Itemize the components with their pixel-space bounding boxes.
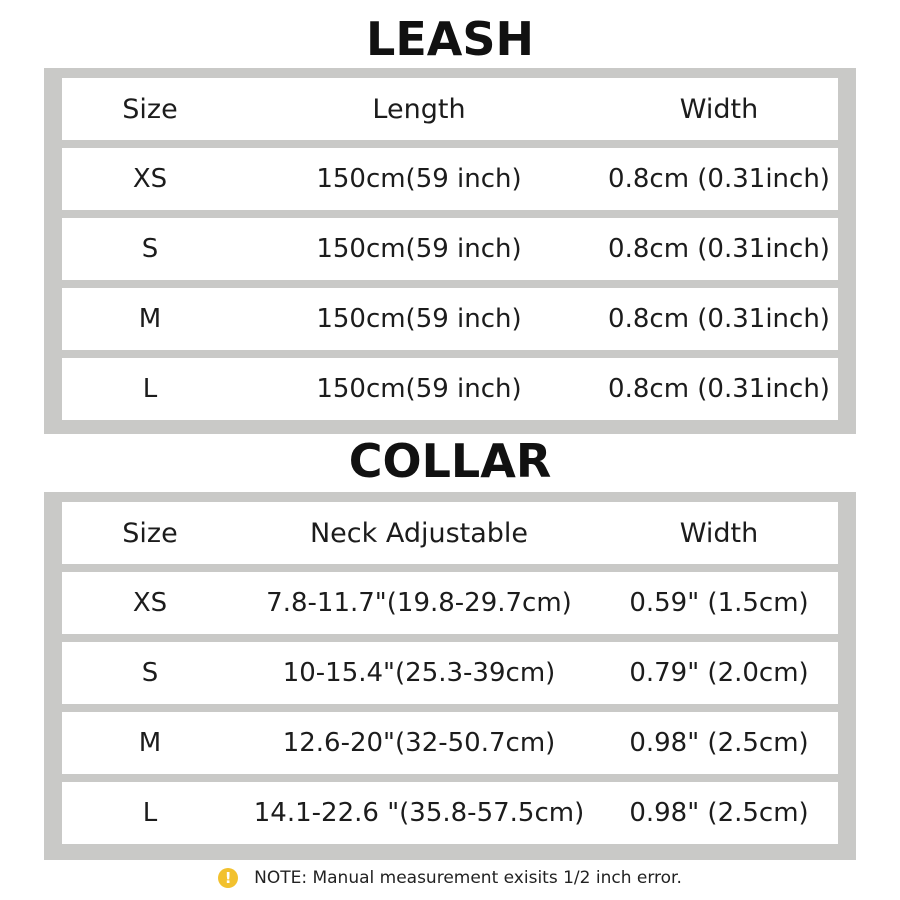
- width-cell: 0.8cm (0.31inch): [608, 374, 830, 404]
- collar-header-size: Size: [122, 517, 178, 549]
- exclamation-icon: !: [218, 868, 238, 888]
- width-cell: 0.79" (2.0cm): [629, 658, 809, 688]
- width-cell: 0.8cm (0.31inch): [608, 234, 830, 264]
- note-text: NOTE: Manual measurement exisits 1/2 inch error.: [254, 868, 682, 888]
- table-row: [62, 358, 838, 420]
- collar-table: [44, 492, 856, 860]
- size-cell: S: [141, 234, 159, 264]
- table-row: [62, 572, 838, 634]
- width-cell: 0.8cm (0.31inch): [608, 304, 830, 334]
- width-cell: 0.8cm (0.31inch): [608, 164, 830, 194]
- size-cell: XS: [132, 588, 168, 618]
- size-cell: L: [142, 798, 158, 828]
- leash-header-length: Length: [372, 93, 466, 125]
- collar-title: COLLAR: [348, 434, 552, 488]
- size-cell: L: [142, 374, 158, 404]
- length-cell: 150cm(59 inch): [316, 234, 522, 264]
- width-cell: 0.59" (1.5cm): [629, 588, 809, 618]
- measurement-note: [0, 868, 900, 888]
- width-cell: 0.98" (2.5cm): [629, 728, 809, 758]
- neck-cell: 7.8-11.7"(19.8-29.7cm): [266, 588, 572, 618]
- neck-cell: 10-15.4"(25.3-39cm): [282, 658, 556, 688]
- leash-title: LEASH: [366, 12, 534, 66]
- length-cell: 150cm(59 inch): [316, 374, 522, 404]
- table-row: [62, 712, 838, 774]
- table-row: [62, 288, 838, 350]
- leash-table: [44, 68, 856, 434]
- size-cell: M: [138, 304, 162, 334]
- table-row: [62, 148, 838, 210]
- size-cell: M: [138, 728, 162, 758]
- collar-header-width: Width: [679, 517, 759, 549]
- length-cell: 150cm(59 inch): [316, 164, 522, 194]
- size-cell: XS: [132, 164, 168, 194]
- neck-cell: 14.1-22.6 "(35.8-57.5cm): [253, 798, 585, 828]
- width-cell: 0.98" (2.5cm): [629, 798, 809, 828]
- leash-header-width: Width: [679, 93, 759, 125]
- table-row: [62, 782, 838, 844]
- collar-header-row: [62, 502, 838, 564]
- leash-header-row: [62, 78, 838, 140]
- table-row: [62, 218, 838, 280]
- leash-header-size: Size: [122, 93, 178, 125]
- table-row: [62, 642, 838, 704]
- collar-header-neck: Neck Adjustable: [309, 517, 529, 549]
- neck-cell: 12.6-20"(32-50.7cm): [282, 728, 556, 758]
- size-cell: S: [141, 658, 159, 688]
- length-cell: 150cm(59 inch): [316, 304, 522, 334]
